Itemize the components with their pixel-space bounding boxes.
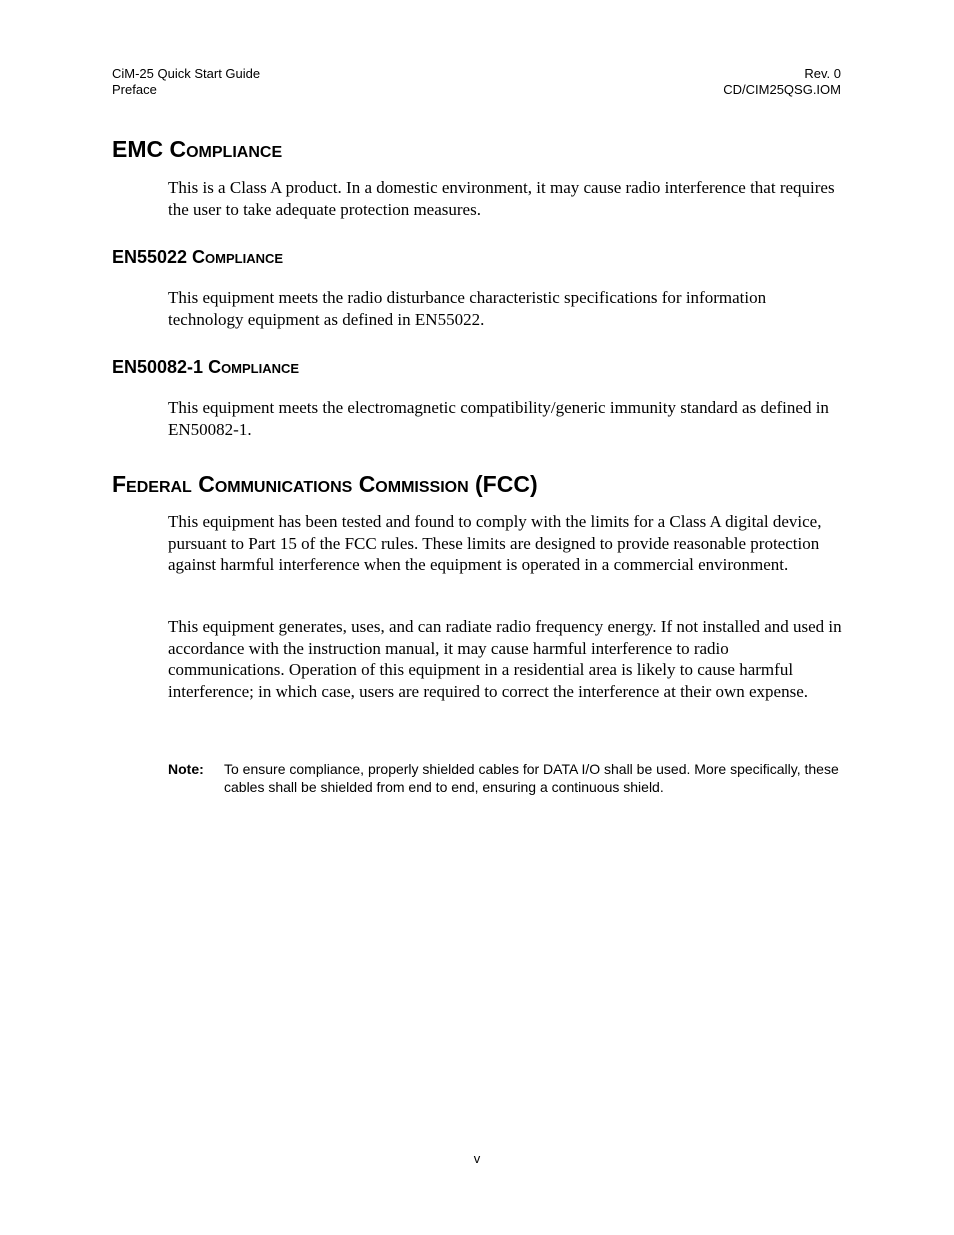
page-number: v [473,1151,481,1166]
header-doc-number: CD/CIM25QSG.IOM [723,82,841,97]
header-doc-title: CiM-25 Quick Start Guide [112,66,261,81]
note-label: Note: [168,761,204,777]
header-revision: Rev. 0 [804,66,841,81]
paragraph-fcc-2: This equipment generates, uses, and can radiate radio frequency energy. If not installed and used in accordance with the instruction manual, it may cause harmful interference to radio communications. Operation of this equipment in a residential area is likely to cause harmful interference; in which case, users are required to correct the interference at their own expense. [168,617,842,701]
paragraph-en55022: This equipment meets the radio disturbance characteristic specifications for information technology equipment as defined in EN55022. [168,288,767,329]
paragraph-fcc-1: This equipment has been tested and found to comply with the limits for a Class A digital device, pursuant to Part 15 of the FCC rules. These limits are designed to provide reasonable protection against harmful interference when the equipment is operated in a commercial environment. [168,512,822,575]
page-header-right [723,66,841,98]
page-header-left [112,66,260,98]
paragraph-en50082: This equipment meets the electromagnetic compatibility/generic immunity standard as defined in EN50082-1. [168,398,829,439]
header-section: Preface [112,82,157,97]
heading-emc-compliance: EMC Compliance [112,136,283,162]
heading-en55022-compliance: EN55022 Compliance [112,247,284,267]
heading-fcc: Federal Communications Commission (FCC) [112,471,538,497]
paragraph-emc: This is a Class A product. In a domestic environment, it may cause radio interference that requires the user to take adequate protection measures. [168,178,835,219]
note-text: To ensure compliance, properly shielded cables for DATA I/O shall be used. More specifically, these cables shall be shielded from end to end, ensuring a continuous shield. [224,761,839,795]
heading-en50082-compliance: EN50082-1 Compliance [112,357,300,377]
